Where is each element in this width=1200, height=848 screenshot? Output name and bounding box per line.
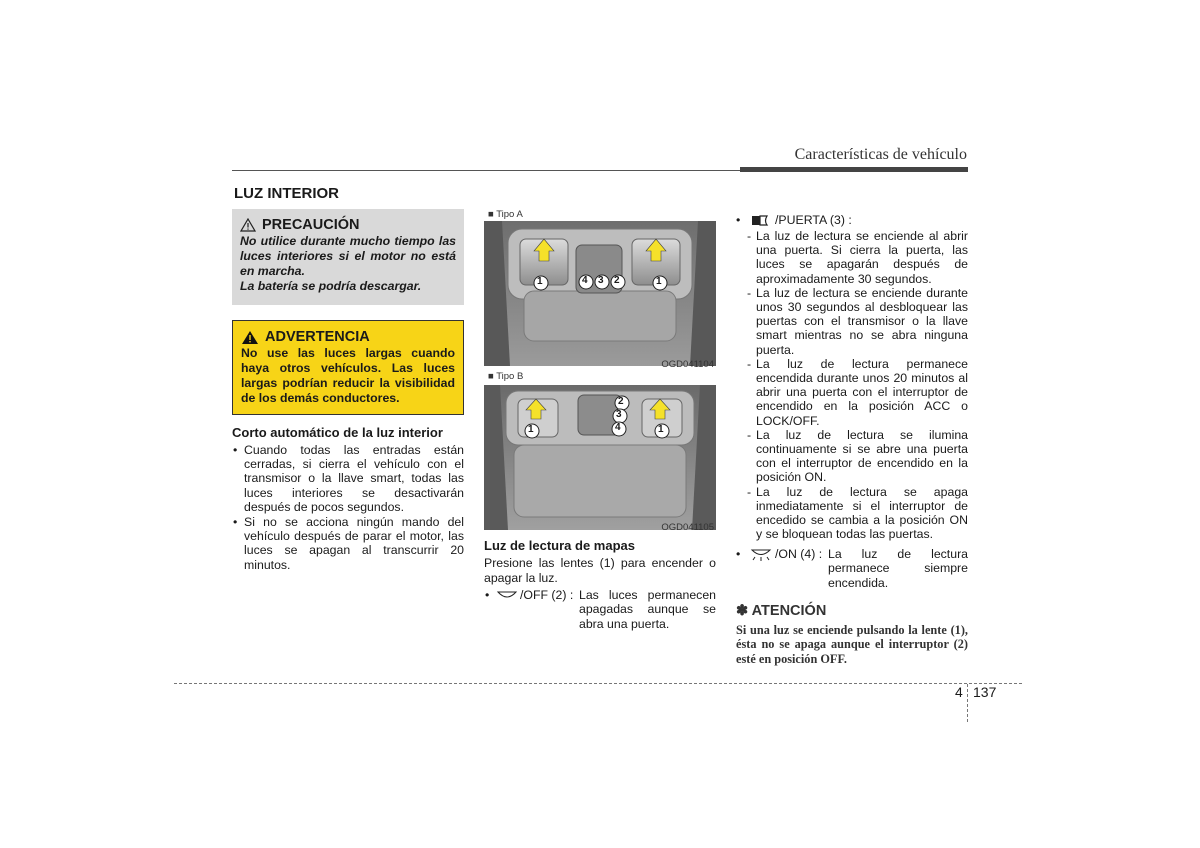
bullet: • — [736, 547, 741, 561]
list-item: - La luz de lectura permanece encendida durante unos 20 minutos al abrir una puerta con el interruptor de encendido en la posición ACC o LOCK/OFF. — [746, 357, 968, 428]
callout-1: 1 — [537, 276, 543, 287]
header-rule-accent — [740, 167, 968, 172]
list-item: - La luz de lectura se enciende al abrir una puerta. Si cierra la puerta, las luces se apagarán después de aproximadamente 30 segundos. — [746, 229, 968, 286]
attention-title: ✽ ATENCIÓN — [736, 603, 827, 619]
callout-4: 4 — [615, 422, 621, 433]
door-definition — [736, 213, 968, 229]
figure-type-b — [484, 370, 716, 535]
callout-circles — [484, 385, 716, 530]
door-label: /PUERTA (3) : — [775, 213, 852, 227]
footer-divider — [967, 684, 968, 722]
chapter-number: 4 — [955, 684, 963, 700]
lamp-off-icon — [496, 590, 518, 600]
paragraph: Presione las lentes (1) para encender o apagar la luz. — [484, 556, 716, 585]
on-definition — [736, 547, 968, 593]
list-item: - La luz de lectura se ilumina continuamente si se abre una puerta con el interruptor de encendido en la posición ON. — [746, 428, 968, 485]
on-description: La luz de lectura permanece siempre encendida. — [828, 547, 968, 590]
callout-2: 2 — [614, 275, 620, 286]
off-definition — [484, 588, 716, 636]
bullet-list — [232, 443, 464, 573]
callout-1: 1 — [658, 424, 664, 435]
callout-3: 3 — [616, 409, 622, 420]
figure-label: ■ Tipo A — [488, 209, 523, 220]
lamp-door-icon — [750, 214, 772, 227]
warning-triangle-icon — [241, 330, 259, 345]
attention-text: Si una luz se enciende pulsando la lente (1), ésta no se apaga aunque el interruptor (2) esté en posición OFF. — [736, 623, 968, 666]
caution-line: La batería se podría descargar. — [240, 279, 422, 293]
figure-label: ■ Tipo B — [488, 371, 524, 382]
list-item: - La luz de lectura se apaga inmediatamente si el interruptor de encedido se cambia a la posición ON y se bloquean todas las puertas. — [746, 485, 968, 542]
caution-box — [232, 209, 464, 305]
callout-2: 2 — [618, 396, 624, 407]
on-label: /ON (4) : — [775, 547, 823, 561]
subsection-title: Corto automático de la luz interior — [232, 425, 443, 440]
off-description: Las luces permanecen apagadas aunque se abra una puerta. — [579, 588, 716, 631]
subsection-title: Luz de lectura de mapas — [484, 538, 635, 553]
warning-box — [232, 320, 464, 415]
warning-title: ADVERTENCIA — [265, 329, 370, 345]
caution-triangle-icon — [240, 218, 256, 232]
door-dash-list — [746, 229, 968, 541]
callout-3: 3 — [598, 275, 604, 286]
figure-code: OGD041104 — [661, 359, 714, 370]
callout-1: 1 — [528, 424, 534, 435]
callout-1: 1 — [656, 276, 662, 287]
warning-text: No use las luces largas cuando haya otros vehículos. Las luces largas podrían reducir la visibilidad de los demás conductores. — [241, 346, 455, 405]
figure-code: OGD041105 — [661, 522, 714, 533]
callout-4: 4 — [582, 275, 588, 286]
caution-line: No utilice durante mucho tiempo las luces interiores si el motor no está en marcha. — [240, 234, 456, 278]
lamp-on-icon — [749, 548, 773, 561]
list-item: • Cuando todas las entradas están cerradas, si cierra el vehículo con el transmisor o la llave smart, todas las luces interiores se desactivarán después de pocos segundos. — [232, 443, 464, 514]
off-label: /OFF (2) : — [520, 588, 574, 602]
caution-text — [240, 234, 456, 294]
bullet: • — [736, 213, 741, 227]
page-number: 137 — [973, 684, 997, 700]
footer-rule — [174, 683, 1022, 684]
section-title: LUZ INTERIOR — [234, 185, 339, 202]
list-item: - La luz de lectura se enciende durante unos 30 segundos al desbloquear las puertas con el transmisor o la llave smart mientras no se abra ninguna puerta. — [746, 286, 968, 357]
callout-numbers — [484, 221, 716, 366]
bullet: • — [485, 588, 490, 602]
caution-title: PRECAUCIÓN — [262, 217, 360, 233]
page-header-title: Características de vehículo — [794, 146, 967, 163]
figure-type-a — [484, 208, 716, 373]
list-item: • Si no se acciona ningún mando del vehículo después de parar el motor, las luces se apagan al transcurrir 20 minutos. — [232, 515, 464, 572]
